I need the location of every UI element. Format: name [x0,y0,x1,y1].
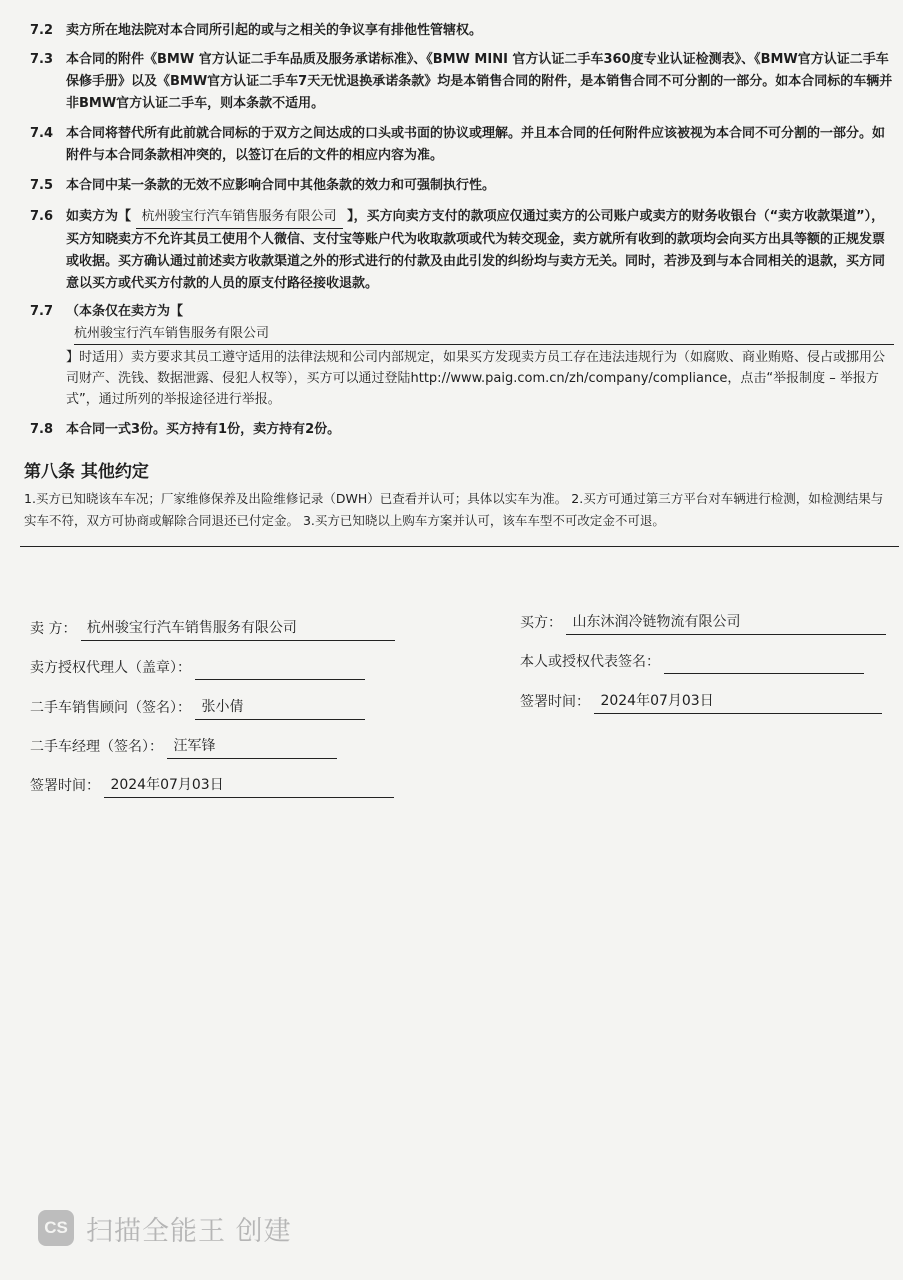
clause-text [66,301,895,323]
seller-agent-field [195,679,365,680]
seller-agent-label: 卖方授权代理人（盖章）： [30,660,191,676]
section-8-title: 第八条 其他约定 [24,462,149,482]
buyer-label: 买方： [520,615,562,631]
clause-body: 】，买方向卖方支付的款项应仅通过卖方的公司账户或卖方的财务收银台（“卖方收款渠道”），买方知晓卖方不允许其员工使用个人微信、支付宝等账户代为收取款项或代为转交现金，卖方就所有收到的款项均会向买方出具等额的正规发票或收据。买方确认通过前述卖方收款渠道之外的形式进行的付款及由此引发的纠纷均与卖方无关。同时，若涉及到与本合同相关的退款，买方同意以买方或代买方付款的人员的原支付路径接收退款。 [66,209,886,291]
buyer-date-field: 2024年07月03日 [594,689,882,714]
clause-number: 7.4 [30,126,54,141]
clause-number: 7.8 [30,422,54,437]
clause-text [66,206,895,295]
clause-body: 】时适用）卖方要求其员工遵守适用的法律法规和公司内部规定，如果买方发现卖方员工存在违法违规行为（如腐败、商业贿赂、侵占或挪用公司财产、洗钱、数据泄露、侵犯人权等），买方可以通过登陆http://www.paig.com.cn/zh/company/compliance，点击“举报制度 – 举报方式”，通过所列的举报途径进行举报。 [66,350,886,407]
consultant-signature-field: 张小倩 [195,695,365,720]
clause-text: 本合同一式3份。买方持有1份，卖方持有2份。 [66,422,341,437]
seller-label: 卖 方： [30,621,77,637]
clause-text: 本合同将替代所有此前就合同标的于双方之间达成的口头或书面的协议或理解。并且本合同的任何附件应该被视为本合同不可分割的一部分。如附件与本合同条款相冲突的，以签订在后的文件的相应内容为准。 [66,126,886,163]
clause-prefix: （本条仅在卖方为【 [66,304,184,319]
clause-number: 7.2 [30,23,54,38]
consultant-row [30,695,365,719]
divider [20,546,899,547]
clause-text: 本合同中某一条款的无效不应影响合同中其他条款的效力和可强制执行性。 [66,178,496,193]
camscanner-watermark [38,1208,292,1248]
buyer-date-row [520,689,882,713]
manager-row [30,734,337,758]
seller-name-field: 杭州骏宝行汽车销售服务有限公司 [81,616,395,641]
buyer-sign-row [520,650,864,674]
manager-label: 二手车经理（签名）： [30,739,163,755]
watermark-text: 扫描全能王 创建 [86,1215,292,1247]
seller-date-row [30,773,394,797]
seller-date-label: 签署时间： [30,778,100,794]
consultant-label: 二手车销售顾问（签名）： [30,700,191,716]
buyer-name-row [520,610,886,634]
buyer-signature-field [664,673,864,674]
seller-agent-row [30,656,365,680]
camscanner-logo-icon: CS [38,1210,74,1246]
buyer-date-label: 签署时间： [520,694,590,710]
manager-signature-field: 汪军锋 [167,734,337,759]
seller-name-row [30,616,395,640]
section-8-text: 1.买方已知晓该车车况；厂家维修保养及出险维修记录（DWH）已查看并认可；具体以实车为准。 2.买方可通过第三方平台对车辆进行检测，如检测结果与实车不符，双方可协商或解除合同退还已付定金。 3.买方已知晓以上购车方案并认可，该车车型不可改定金不可退。 [24,491,884,528]
seller-date-field: 2024年07月03日 [104,773,394,798]
buyer-sign-label: 本人或授权代表签名： [520,654,660,670]
clause-number: 7.6 [30,209,54,224]
clause-number: 7.5 [30,178,54,193]
clause-text: 卖方所在地法院对本合同所引起的或与之相关的争议享有排他性管辖权。 [66,23,483,38]
seller-party-field: 杭州骏宝行汽车销售服务有限公司 [136,206,343,229]
clause-text: 本合同的附件《BMW 官方认证二手车品质及服务承诺标准》、《BMW MINI 官方认证二手车360度专业认证检测表》、《BMW官方认证二手车保修手册》以及《BMW官方认证二手车7天无忧退换承诺条款》均是本销售合同的附件，是本销售合同不可分割的一部分。如本合同标的车辆并非BMW官方认证二手车，则本条款不适用。 [66,52,893,111]
clause-prefix: 如卖方为【 [66,209,132,224]
clause-number: 7.7 [30,304,54,319]
buyer-name-field: 山东沐润冷链物流有限公司 [566,610,886,635]
seller-party-field: 杭州骏宝行汽车销售服务有限公司 [74,323,894,345]
clause-number: 7.3 [30,52,54,67]
